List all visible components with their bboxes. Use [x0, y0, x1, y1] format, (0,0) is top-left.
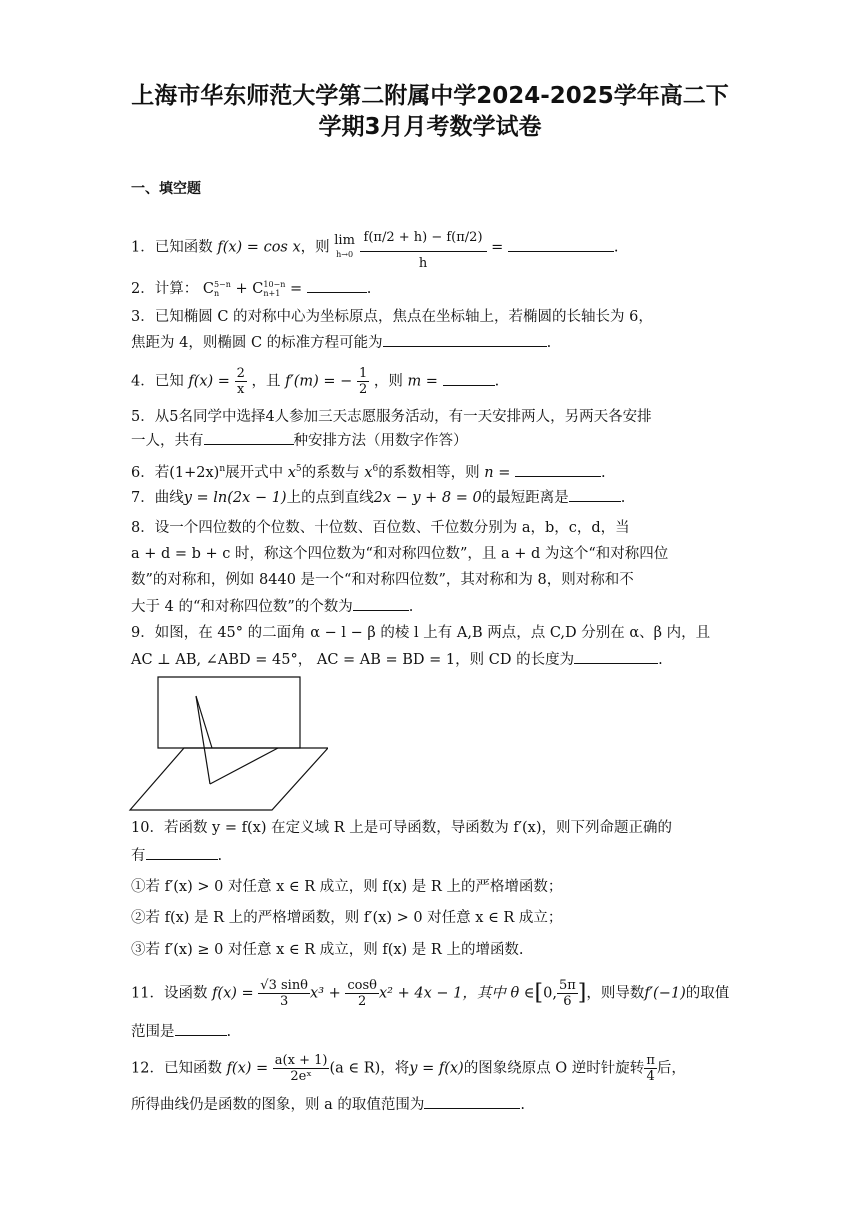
question-3-line2: 焦距为 4，则椭圆 C 的标准方程可能为 . [131, 332, 731, 354]
question-5-line2: 一人，共有 种安排方法（用数字作答） [131, 430, 731, 452]
question-5-line1: 5．从5名同学中选择4人参加三天志愿服务活动，有一天安排两人，另两天各安排 [131, 409, 652, 425]
question-6: 6．若$(1+2x)^n$展开式中 $x^5$的系数与 $x^6$的系数相等，则 n = . [131, 458, 731, 484]
question-10-option-2: ②若 f(x) 是 R 上的严格增函数，则 f′(x) > 0 对任意 x ∈ R 成立； [131, 910, 563, 926]
question-7: 7．曲线y = ln(2x − 1)上的点到直线2x − y + 8 = 0的最短距离是 . [131, 487, 731, 509]
answer-blank-4[interactable] [443, 371, 495, 386]
question-9-line1: 9．如图，在 45° 的二面角 α − l − β 的棱 l 上有 A,B 两点，点 C,D 分别在 α、β 内，且 [131, 625, 711, 641]
answer-blank-10[interactable] [146, 845, 218, 860]
page-title-line2: 学期3月月考数学试卷 [318, 114, 542, 140]
segment-CD [196, 696, 210, 784]
answer-blank-8[interactable] [353, 596, 409, 611]
question-9-line2: AC ⊥ AB, ∠ABD = 45°， AC = AB = BD = 1，则 CD 的长度为 . [131, 649, 731, 671]
question-10-option-1: ①若 f′(x) > 0 对任意 x ∈ R 成立，则 f(x) 是 R 上的严格增函数； [131, 879, 563, 895]
question-8-line4: 大于 4 的“和对称四位数”的个数为 . [131, 596, 731, 618]
dihedral-angle-figure [128, 674, 328, 814]
question-8-line3: 数”的对称和，例如 8440 是一个“和对称四位数”，其对称和为 8，则对称和不 [131, 572, 634, 588]
answer-blank-12[interactable] [424, 1094, 520, 1109]
question-2: 2．计算： C 5−n n + C 10−n n+1 = . [131, 280, 372, 298]
question-11-line1: 11．设函数 f(x) = $\frac{√3 \sin\theta}{3}$ x³ + $\frac{\cos\theta}{2}$ x² + 4x − 1，其中 θ ∈[0, $\frac{5\pi}{6}$ ]，则导数f′(−1)的取值 [131, 978, 730, 1009]
question-8-line1: 8．设一个四位数的个位数、十位数、百位数、千位数分别为 a，b，c，d，当 [131, 520, 630, 536]
question-1: 1．已知函数 f(x) = cos x，则 lim h→0 $\frac{f(\pi/2 + h) - f(\pi/2)}{h}$ = . [131, 224, 731, 271]
answer-blank-1[interactable] [508, 237, 614, 252]
answer-blank-11[interactable] [175, 1021, 227, 1036]
limit-fraction: $\frac{f(\pi/2 + h) - f(\pi/2)}{h}$ [360, 224, 487, 271]
question-10-option-3: ③若 f′(x) ≥ 0 对任意 x ∈ R 成立，则 f(x) 是 R 上的增函数. [131, 942, 524, 958]
question-10-line2: 有 . [131, 845, 731, 867]
question-10-line1: 10．若函数 y = f(x) 在定义域 R 上是可导函数，导函数为 f′(x)，则下列命题正确的 [131, 820, 672, 836]
segment-DB [210, 748, 278, 784]
section-heading: 一、填空题 [131, 181, 201, 197]
answer-blank-2[interactable] [307, 278, 367, 293]
page-title-line1: 上海市华东师范大学第二附属中学2024-2025学年高二下 [131, 83, 729, 109]
answer-blank-7[interactable] [569, 487, 621, 502]
question-11-line2: 范围是 . [131, 1021, 731, 1043]
answer-blank-9[interactable] [574, 649, 658, 664]
segment-CA [196, 696, 212, 748]
answer-blank-5[interactable] [204, 430, 294, 445]
question-12-line1: 12．已知函数 f(x) = $\frac{a(x + 1)}{\text{2eˣ}}$ (a ∈ R)，将y = f(x)的图象绕原点 O 逆时针旋转 $\frac{\pi}{4}$ 后， [131, 1053, 686, 1084]
plane-beta [130, 748, 328, 810]
question-3-line1: 3．已知椭圆 C 的对称中心为坐标原点，焦点在坐标轴上，若椭圆的长轴长为 6， [131, 309, 653, 325]
question-8-line2: a + d = b + c 时，称这个四位数为“和对称四位数”，且 a + d 为这个“和对称四位 [131, 546, 669, 562]
answer-blank-6[interactable] [515, 462, 601, 477]
plane-alpha [158, 677, 300, 748]
answer-blank-3[interactable] [383, 332, 547, 347]
question-4: 4．已知 f(x) = $\frac{2}{x}$ ，且 f′(m) = − $\frac{1}{2}$ ，则 m = . [131, 366, 500, 397]
question-12-line2: 所得曲线仍是函数的图象，则 a 的取值范围为 . [131, 1094, 731, 1116]
